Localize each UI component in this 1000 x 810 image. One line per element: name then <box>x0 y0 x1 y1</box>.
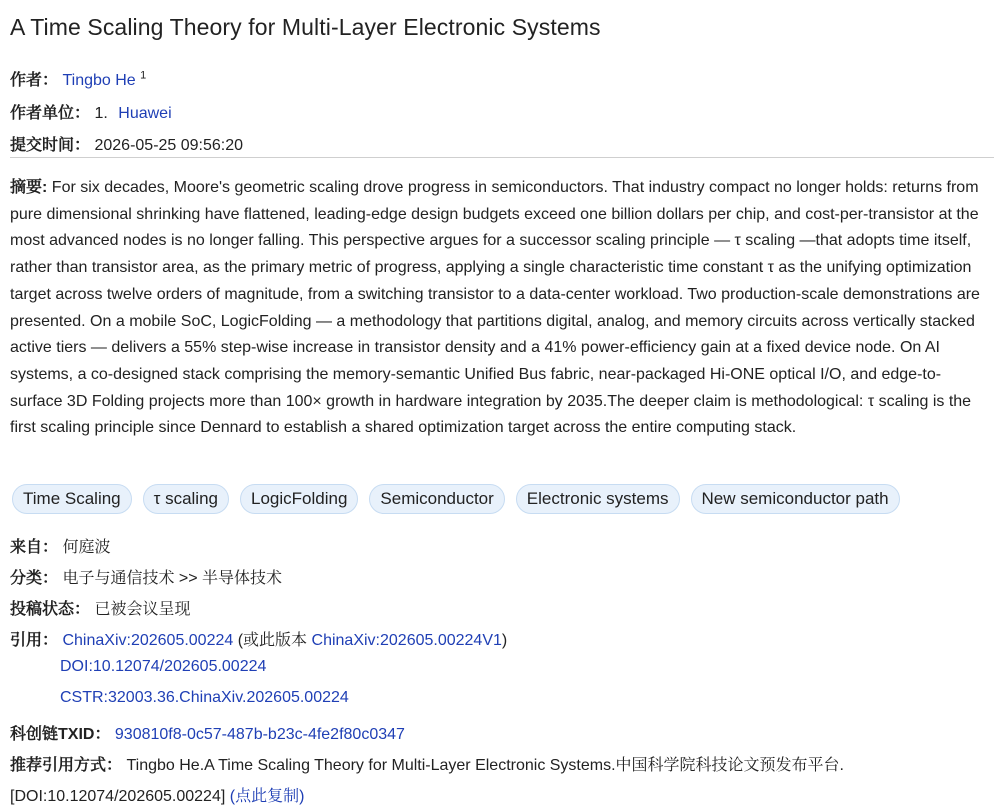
keyword-tag[interactable]: Time Scaling <box>12 484 132 514</box>
keyword-tag[interactable]: LogicFolding <box>240 484 358 514</box>
author-label: 作者： <box>10 72 59 89</box>
page-title: A Time Scaling Theory for Multi-Layer Electronic Systems <box>10 14 601 40</box>
author-affil-sup: 1 <box>140 69 147 82</box>
category-value: 电子与通信技术 >> 半导体技术 <box>62 570 283 587</box>
txid-row <box>10 721 405 744</box>
from-value: 何庭波 <box>62 539 111 556</box>
submit-time-value: 2026-05-25 09:56:20 <box>94 137 244 154</box>
author-link[interactable]: Tingbo He <box>62 72 136 89</box>
recommended-doi: [DOI:10.12074/202605.00224] <box>10 788 226 805</box>
divider <box>10 157 994 158</box>
copy-citation-link[interactable]: (点此复制) <box>229 788 305 805</box>
author-row <box>10 67 146 90</box>
citation-version-link[interactable]: ChinaXiv:202605.00224V1 <box>311 632 502 649</box>
doi-row <box>60 658 266 676</box>
recommended-citation-label: 推荐引用方式： <box>10 757 123 774</box>
status-value: 已被会议呈现 <box>94 601 191 618</box>
citation-row <box>10 627 507 650</box>
submit-time-row <box>10 132 243 155</box>
citation-label: 引用： <box>10 632 59 649</box>
keyword-tags <box>12 484 900 514</box>
keyword-tag[interactable]: New semiconductor path <box>691 484 900 514</box>
recommended-citation-text: Tingbo He.A Time Scaling Theory for Multi-Layer Electronic Systems.中国科学院科技论文预发布平台. <box>126 757 844 774</box>
recommended-citation-row <box>10 752 844 775</box>
txid-link[interactable]: 930810f8-0c57-487b-b23c-4fe2f80c0347 <box>114 726 405 743</box>
keyword-tag[interactable]: τ scaling <box>143 484 229 514</box>
doi-link[interactable]: DOI:10.12074/202605.00224 <box>60 658 267 675</box>
cstr-row <box>60 689 349 707</box>
from-label: 来自： <box>10 539 59 556</box>
keyword-tag[interactable]: Electronic systems <box>516 484 680 514</box>
txid-label: 科创链TXID： <box>10 726 111 743</box>
submit-time-label: 提交时间： <box>10 137 91 154</box>
affiliation-number: 1. <box>94 105 108 122</box>
affiliation-label: 作者单位： <box>10 105 91 122</box>
affiliation-link[interactable]: Huawei <box>118 105 172 122</box>
abstract-text: For six decades, Moore's geometric scaling drove progress in semiconductors. That industry compact no longer holds: returns from pure dimensional shrinking have flattened, leading-edge design budgets exceed one billion dollars per chip, and cost-per-transistor at the most advanced nodes is no longer falling. This perspective argues for a successor scaling principle — τ scaling —that adopts time itself, rather than transistor area, as the primary metric of progress, applying a single characteristic time constant τ as the unifying optimization target across twelve orders of magnitude, from a switching transistor to a data-center workload. Two production-scale demonstrations are presented. On a mobile SoC, LogicFolding — a methodology that partitions digital, analog, and memory circuits across vertically stacked active tiers — delivers a 55% step-wise increase in transistor density and a 41% power-efficiency gain at a fixed device node. On AI systems, a co-designed stack comprising the memory-semantic Unified Bus fabric, near-packaged Hi-ONE optical I/O, and edge-to-surface 3D Folding projects more than 100× growth in hardware integration by 2035.The deeper claim is methodological: τ scaling is the first scaling principle since Dennard to establish a shared optimization target across the entire computing stack. <box>10 179 980 437</box>
citation-link[interactable]: ChinaXiv:202605.00224 <box>62 632 234 649</box>
citation-alt-suffix: ) <box>501 632 508 649</box>
status-row <box>10 596 190 619</box>
category-row <box>10 565 282 588</box>
abstract-label: 摘要: <box>10 179 48 196</box>
category-label: 分类： <box>10 570 59 587</box>
recommended-doi-row <box>10 783 304 806</box>
keyword-tag[interactable]: Semiconductor <box>369 484 504 514</box>
citation-alt-prefix: (或此版本 <box>233 632 312 649</box>
cstr-link[interactable]: CSTR:32003.36.ChinaXiv.202605.00224 <box>60 689 349 706</box>
affiliation-row <box>10 100 172 123</box>
abstract <box>10 175 992 442</box>
status-label: 投稿状态： <box>10 601 91 618</box>
from-row <box>10 534 110 557</box>
